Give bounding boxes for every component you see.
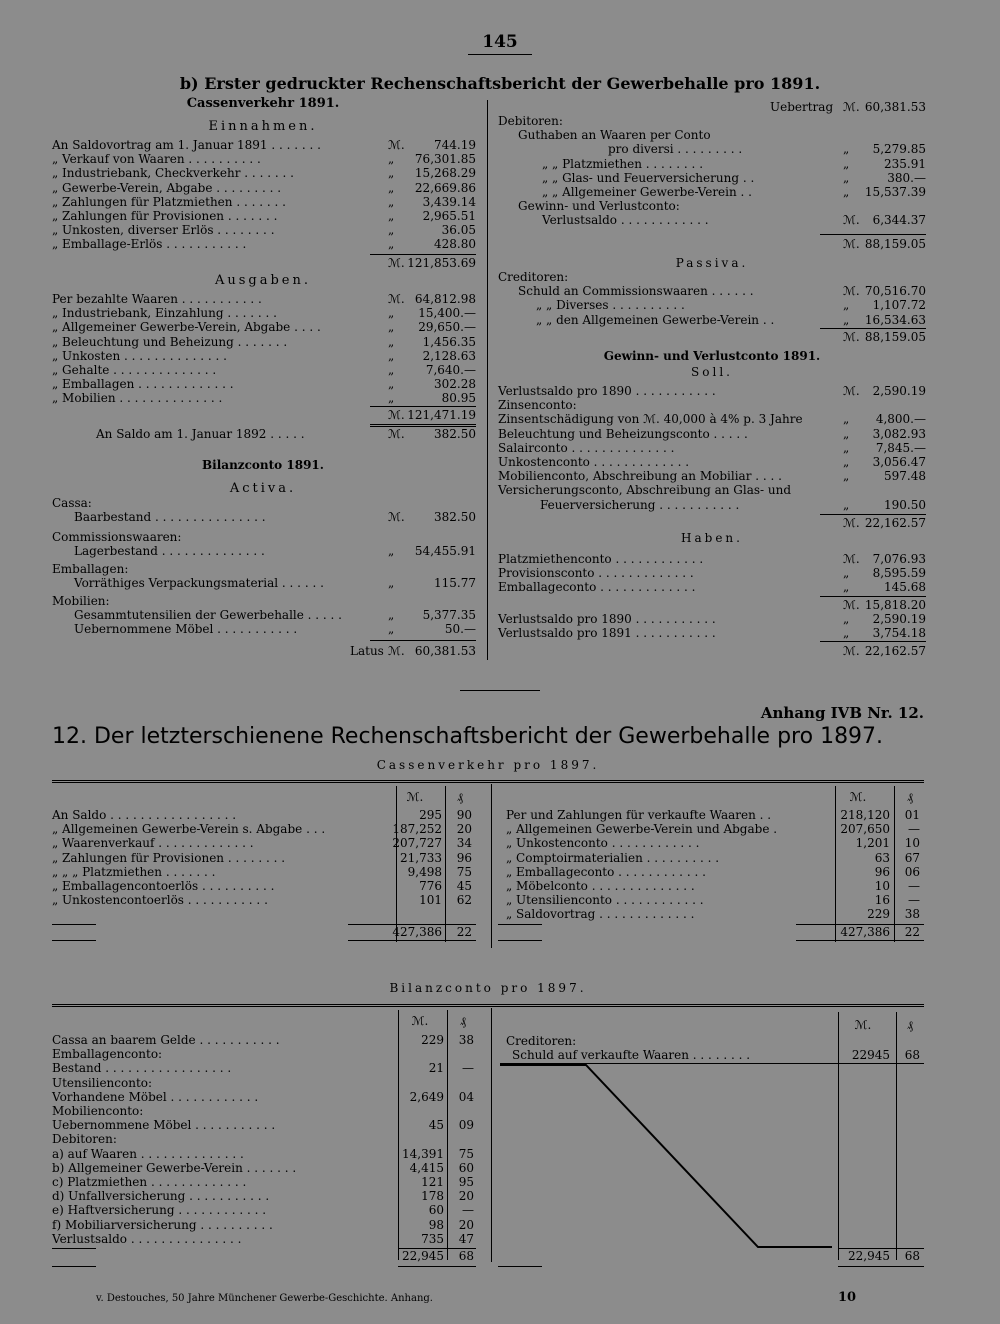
pf-amount: 75 <box>458 1146 474 1161</box>
pf-amount: 38 <box>458 1033 474 1047</box>
pf-amount: 38 <box>904 907 920 922</box>
total-amount: 68 <box>904 1249 920 1263</box>
entry-amount: 22,669.86 <box>414 180 476 195</box>
currency-mark: „ <box>388 306 395 321</box>
entry-amount: 15,400.— <box>418 306 476 321</box>
entry-label: „ Zahlungen für Platzmiethen . . . . . . . <box>52 194 286 209</box>
entry-label: „ Emballageconto . . . . . . . . . . . . <box>506 864 706 879</box>
mark-amount: 776 <box>419 879 442 893</box>
total-amount: 22,162.57 <box>864 644 926 658</box>
currency-mark: „ <box>388 152 395 167</box>
entry-amount: 60,381.53 <box>864 100 926 114</box>
pf-amount: 09 <box>458 1118 474 1133</box>
entry-amount: 380.— <box>887 170 926 185</box>
entry-label: Platzmiethenconto . . . . . . . . . . . . <box>498 552 704 566</box>
entry-label: „ Emballagen . . . . . . . . . . . . . <box>52 377 234 392</box>
currency-mark: „ <box>388 576 395 590</box>
entry-label: „ „ „ Platzmiethen . . . . . . . <box>52 864 216 879</box>
entry-amount: 36.05 <box>441 223 476 238</box>
currency-mark: „ <box>843 580 850 595</box>
mark-amount: 187,252 <box>392 822 442 837</box>
currency-mark: „ <box>388 194 395 209</box>
column-rule <box>896 1012 897 1260</box>
mark-amount: 101 <box>419 893 442 908</box>
currency-mark: ℳ. <box>843 552 860 566</box>
entry-label: Commissionswaaren: <box>52 530 182 544</box>
entry-label: a) auf Waaren . . . . . . . . . . . . . . <box>52 1146 244 1161</box>
entry-label: Verlustsaldo . . . . . . . . . . . . <box>542 213 709 228</box>
column-header: ₰ <box>907 1018 913 1032</box>
total-amount: 88,159.05 <box>864 330 926 344</box>
pf-amount: 60 <box>458 1160 474 1175</box>
entry-label: „ Industriebank, Checkverkehr . . . . . . . <box>52 166 294 181</box>
mark-amount: 735 <box>421 1231 444 1246</box>
entry-label: „ Allgemeinen Gewerbe-Verein und Abgabe . <box>506 822 778 837</box>
entry-label: Per und Zahlungen für verkaufte Waaren . . <box>506 808 772 822</box>
entry-label: Verlustsaldo pro 1890 . . . . . . . . . . . <box>498 612 716 626</box>
currency-mark: ℳ. <box>843 237 860 251</box>
currency-mark: „ <box>388 363 395 377</box>
entry-amount: 302.28 <box>434 377 476 392</box>
entry-amount: 15,537.39 <box>864 185 926 199</box>
page-number: 145 <box>482 32 518 52</box>
currency-mark: „ <box>843 298 850 313</box>
currency-mark: „ <box>388 622 395 636</box>
entry-label: „ Möbelconto . . . . . . . . . . . . . . <box>506 879 695 893</box>
currency-mark: „ <box>843 156 850 171</box>
currency-mark: „ <box>388 320 395 335</box>
column-header: ℳ. <box>849 790 867 804</box>
section-12-title: 12. Der letzterschienene Rechenschaftsbericht der Gewerbehalle pro 1897. <box>52 724 884 749</box>
mark-amount: 207,727 <box>392 836 442 851</box>
currency-mark: ℳ. <box>843 516 860 530</box>
mark-amount: 96 <box>874 864 890 879</box>
pf-amount: — <box>462 1203 474 1218</box>
double-rule <box>498 1266 542 1267</box>
mark-amount: 10 <box>874 879 890 893</box>
entry-amount: 5,279.85 <box>872 142 926 157</box>
mark-amount: 2,649 <box>409 1089 444 1104</box>
entry-label: „ Unkostenconto . . . . . . . . . . . . <box>506 836 700 851</box>
entry-label: Verlustsaldo . . . . . . . . . . . . . . . <box>52 1231 242 1246</box>
mark-amount: 63 <box>874 850 890 865</box>
entry-label: Bestand . . . . . . . . . . . . . . . . . <box>52 1061 232 1076</box>
currency-mark: ℳ. <box>843 384 860 398</box>
entry-label: Cassa: <box>52 496 92 510</box>
mark-amount: 14,391 <box>402 1146 444 1161</box>
currency-mark: „ <box>388 223 395 238</box>
entry-amount: 4,800.— <box>875 412 926 427</box>
entry-label: Debitoren: <box>498 114 563 128</box>
entry-label: „ Unkosten, diverser Erlös . . . . . . . . <box>52 223 275 238</box>
entry-amount: 50.— <box>444 622 476 636</box>
currency-mark: ℳ. <box>388 292 405 306</box>
entry-label: Creditoren: <box>498 270 569 284</box>
entry-amount: 76,301.85 <box>414 152 476 167</box>
total-amount: 121,853.69 <box>407 256 476 270</box>
column-rule <box>838 1012 839 1260</box>
column-header: ₰ <box>457 790 463 804</box>
entry-label: Schuld auf verkaufte Waaren . . . . . . . . <box>512 1048 751 1062</box>
cancellation-line <box>500 1065 832 1247</box>
entry-label: „ Beleuchtung und Beheizung . . . . . . . <box>52 334 288 349</box>
currency-mark: „ <box>843 455 850 469</box>
entry-label: f) Mobiliarversicherung . . . . . . . . . . <box>52 1217 273 1232</box>
pf-amount: 20 <box>458 1189 474 1204</box>
entry-label: Vorräthiges Verpackungsmaterial . . . . . . <box>74 576 324 590</box>
entry-amount: 3,082.93 <box>872 426 926 441</box>
mark-amount: 45 <box>428 1118 444 1133</box>
currency-mark: „ <box>388 608 395 622</box>
entry-amount: 16,534.63 <box>864 312 926 327</box>
pf-amount: 90 <box>456 808 472 822</box>
entry-label: Mobilienconto, Abschreibung an Mobiliar . . . . <box>498 469 782 484</box>
entry-label: An Saldo . . . . . . . . . . . . . . . . . <box>52 808 237 822</box>
entry-label: Gesammtutensilien der Gewerbehalle . . . . . <box>74 608 342 622</box>
pf-amount: 75 <box>456 864 472 879</box>
footer-number: 10 <box>838 1290 857 1305</box>
pf-amount: 01 <box>904 808 920 822</box>
entry-label: An Saldo am 1. Januar 1892 . . . . . <box>96 427 305 441</box>
pf-amount: 45 <box>456 879 472 893</box>
currency-mark: „ <box>843 469 850 484</box>
entry-amount: 382.50 <box>434 427 476 441</box>
entry-amount: 15,268.29 <box>414 166 476 181</box>
entry-amount: 3,754.18 <box>872 626 926 641</box>
entry-label: „ Industriebank, Einzahlung . . . . . . . <box>52 306 277 321</box>
entry-label: e) Haftversicherung . . . . . . . . . . . . <box>52 1203 267 1218</box>
total-amount: 427,386 <box>392 925 442 939</box>
entry-label: Mobilien: <box>52 594 110 608</box>
entry-amount: 29,650.— <box>418 320 476 335</box>
entry-label: Salairconto . . . . . . . . . . . . . . <box>498 440 675 455</box>
entry-amount: 5,377.35 <box>422 608 476 622</box>
total-amount: 60,381.53 <box>414 644 476 658</box>
currency-mark: ℳ. <box>388 644 405 658</box>
currency-mark: „ <box>843 440 850 455</box>
entry-amount: 382.50 <box>434 510 476 524</box>
currency-mark: „ <box>388 166 395 181</box>
total-amount: 22,945 <box>402 1249 444 1263</box>
entry-amount: 597.48 <box>884 469 926 484</box>
entry-label: b) Allgemeiner Gewerbe-Verein . . . . . . . <box>52 1160 297 1175</box>
mark-amount: 207,650 <box>840 822 890 837</box>
entry-amount: 64,812.98 <box>414 292 476 306</box>
entry-label: Gewinn- und Verlustconto: <box>518 199 680 214</box>
entry-amount: 2,965.51 <box>422 209 476 223</box>
section-heading: Bilanzconto pro 1897. <box>389 981 587 995</box>
currency-mark: ℳ. <box>388 427 405 441</box>
currency-mark: „ <box>388 209 395 223</box>
entry-label: „ Saldovortrag . . . . . . . . . . . . . <box>506 907 695 922</box>
mark-amount: 4,415 <box>409 1160 444 1175</box>
entry-label: d) Unfallversicherung . . . . . . . . . . . <box>52 1189 270 1204</box>
currency-mark: „ <box>388 348 395 363</box>
mark-amount: 121 <box>421 1175 444 1189</box>
entry-amount: 7,076.93 <box>872 552 926 566</box>
entry-label: „ Waarenverkauf . . . . . . . . . . . . . <box>52 836 254 851</box>
entry-label: „ „ Platzmiethen . . . . . . . . <box>542 156 704 171</box>
mark-amount: 98 <box>428 1217 444 1232</box>
entry-amount: 115.77 <box>434 576 476 590</box>
section-heading: Ausgaben. <box>214 273 312 288</box>
currency-mark: „ <box>843 626 850 641</box>
entry-amount: 7,845.— <box>875 440 926 455</box>
section-heading: Cassenverkehr pro 1897. <box>376 758 600 772</box>
total-amount: 15,818.20 <box>864 598 926 612</box>
entry-label: „ Zahlungen für Provisionen . . . . . . . . <box>52 850 286 865</box>
currency-mark: ℳ. <box>388 138 405 152</box>
entry-label: Verlustsaldo pro 1891 . . . . . . . . . . . <box>498 626 716 641</box>
entry-amount: 2,590.19 <box>872 612 926 626</box>
currency-mark: ℳ. <box>388 510 405 524</box>
pf-amount: 10 <box>904 836 920 851</box>
total-amount: 427,386 <box>840 925 890 939</box>
pf-amount: 06 <box>904 864 920 879</box>
entry-label: „ Unkosten . . . . . . . . . . . . . . <box>52 348 227 363</box>
currency-mark: „ <box>388 334 395 349</box>
currency-mark: „ <box>388 544 395 558</box>
mark-amount: 9,498 <box>407 864 442 879</box>
entry-label: „ Comptoirmaterialien . . . . . . . . . . <box>506 850 720 865</box>
column-header: ℳ. <box>411 1014 429 1028</box>
entry-amount: 145.68 <box>884 580 926 595</box>
entry-label: Vorhandene Möbel . . . . . . . . . . . . <box>52 1089 259 1104</box>
currency-mark: „ <box>843 142 850 157</box>
section-heading: Gewinn- und Verlustconto 1891. <box>603 349 821 363</box>
entry-label: Uebertrag <box>770 100 834 114</box>
entry-label: Zinsentschädigung von ℳ. 40,000 à 4% p. 3 Jahre <box>498 412 803 427</box>
section-heading: Activa. <box>229 481 297 496</box>
mark-amount: 60 <box>428 1203 444 1218</box>
currency-mark: ℳ. <box>843 330 860 344</box>
entry-label: Utensilienconto: <box>52 1075 153 1090</box>
entry-amount: 6,344.37 <box>872 213 926 228</box>
entry-label: „ „ Allgemeiner Gewerbe-Verein . . <box>542 185 752 199</box>
entry-label: Uebernommene Möbel . . . . . . . . . . . <box>74 622 298 636</box>
column-header: ℳ. <box>854 1018 872 1032</box>
currency-mark: „ <box>388 377 395 392</box>
footer-citation: v. Destouches, 50 Jahre Münchener Gewerbe-Geschichte. Anhang. <box>96 1293 433 1304</box>
double-rule <box>838 1266 924 1267</box>
entry-amount: 3,439.14 <box>422 194 476 209</box>
mark-amount: 16 <box>874 893 890 908</box>
entry-amount: 428.80 <box>434 237 476 252</box>
total-amount: 88,159.05 <box>864 237 926 251</box>
currency-mark: ℳ. <box>843 284 860 299</box>
pf-amount: 47 <box>458 1231 474 1246</box>
entry-amount: 235.91 <box>884 156 926 171</box>
currency-mark: ℳ. <box>843 213 860 228</box>
section-heading: Einnahmen. <box>208 119 318 134</box>
currency-mark: ℳ. <box>843 598 860 612</box>
currency-mark: „ <box>843 612 850 626</box>
entry-amount: 7,640.— <box>425 363 476 377</box>
entry-label: Latus <box>350 644 384 658</box>
mark-amount: 21 <box>428 1061 444 1076</box>
mark-amount: 229 <box>867 907 890 922</box>
currency-mark: „ <box>843 170 850 185</box>
entry-label: Cassa an baarem Gelde . . . . . . . . . . . <box>52 1033 280 1047</box>
entry-label: Guthaben an Waaren per Conto <box>518 128 711 143</box>
entry-label: Feuerversicherung . . . . . . . . . . . <box>540 497 740 512</box>
total-amount: 121,471.19 <box>407 408 476 422</box>
section-heading: Cassenverkehr 1891. <box>186 96 340 111</box>
entry-label: c) Platzmiethen . . . . . . . . . . . . . <box>52 1175 247 1189</box>
entry-label: Zinsenconto: <box>498 398 577 413</box>
entry-amount: 8,595.59 <box>872 566 926 581</box>
column-header: ₰ <box>907 790 913 804</box>
currency-mark: „ <box>388 391 395 406</box>
total-amount: 68 <box>458 1249 474 1263</box>
pf-amount: — <box>908 822 920 837</box>
entry-label: Versicherungsconto, Abschreibung an Glas- und <box>498 483 792 498</box>
pf-amount: — <box>908 893 920 908</box>
entry-label: „ Mobilien . . . . . . . . . . . . . . <box>52 391 223 406</box>
entry-label: Baarbestand . . . . . . . . . . . . . . . <box>74 510 266 524</box>
entry-amount: 80.95 <box>441 391 476 406</box>
entry-label: pro diversi . . . . . . . . . <box>608 142 743 157</box>
mark-amount: 218,120 <box>840 808 890 822</box>
entry-label: Emballageconto . . . . . . . . . . . . . <box>498 580 696 595</box>
total-amount: 22 <box>904 925 920 939</box>
entry-amount: 1,107.72 <box>872 298 926 313</box>
entry-amount: 2,128.63 <box>422 348 476 363</box>
entry-amount: 2,590.19 <box>872 384 926 398</box>
entry-label: Schuld an Commissionswaaren . . . . . . <box>518 284 754 299</box>
section-heading: Haben. <box>681 531 743 545</box>
mark-amount: 229 <box>421 1033 444 1047</box>
entry-label: „ Unkostencontoerlös . . . . . . . . . . . <box>52 893 268 908</box>
mark-amount: 178 <box>421 1189 444 1204</box>
currency-mark: „ <box>843 412 850 427</box>
entry-label: Uebernommene Möbel . . . . . . . . . . . <box>52 1118 276 1133</box>
column-header: ₰ <box>460 1014 466 1028</box>
pf-amount: 67 <box>904 850 920 865</box>
entry-label: „ Gehalte . . . . . . . . . . . . . . <box>52 363 217 377</box>
entry-label: Debitoren: <box>52 1132 117 1147</box>
entry-label: Beleuchtung und Beheizungsconto . . . . . <box>498 426 748 441</box>
pf-amount: 68 <box>904 1048 920 1062</box>
entry-label: An Saldovortrag am 1. Januar 1891 . . . . . . . <box>52 138 321 152</box>
entry-label: „ „ Diverses . . . . . . . . . . <box>536 298 685 313</box>
currency-mark: ℳ. <box>843 100 860 114</box>
entry-label: „ Utensilienconto . . . . . . . . . . . . <box>506 893 704 908</box>
pf-amount: 62 <box>456 893 472 908</box>
pf-amount: 20 <box>458 1217 474 1232</box>
section-heading: Bilanzconto 1891. <box>202 458 324 472</box>
entry-label: „ Zahlungen für Provisionen . . . . . . . <box>52 209 278 223</box>
currency-mark: „ <box>388 180 395 195</box>
entry-amount: 744.19 <box>434 138 476 152</box>
currency-mark: „ <box>843 426 850 441</box>
pf-amount: 20 <box>456 822 472 837</box>
mark-amount: 21,733 <box>400 850 442 865</box>
entry-label: „ Allgemeinen Gewerbe-Verein s. Abgabe . . . <box>52 822 326 837</box>
section-heading: Soll. <box>691 365 733 379</box>
entry-amount: 1,456.35 <box>422 334 476 349</box>
entry-amount: 190.50 <box>884 497 926 512</box>
entry-label: Emballagenconto: <box>52 1047 163 1062</box>
mark-amount: 1,201 <box>855 836 890 851</box>
column-header: ℳ. <box>406 790 424 804</box>
section-b-title: b) Erster gedruckter Rechenschaftsbericht der Gewerbehalle pro 1891. <box>179 74 821 93</box>
pf-amount: — <box>908 879 920 893</box>
currency-mark: ℳ. <box>843 644 860 658</box>
entry-label: Emballagen: <box>52 562 129 576</box>
currency-mark: „ <box>843 497 850 512</box>
currency-mark: ℳ. <box>388 408 405 422</box>
total-amount: 22,162.57 <box>864 516 926 530</box>
entry-label: Per bezahlte Waaren . . . . . . . . . . . <box>52 292 262 306</box>
total-amount: 22,945 <box>848 1249 890 1263</box>
entry-label: „ „ den Allgemeinen Gewerbe-Verein . . <box>536 312 775 327</box>
currency-mark: „ <box>843 185 850 199</box>
anhang-label: Anhang IVB Nr. 12. <box>760 704 924 722</box>
entry-amount: 70,516.70 <box>864 284 926 299</box>
entry-label: Verlustsaldo pro 1890 . . . . . . . . . . . <box>498 384 716 398</box>
entry-label: Creditoren: <box>506 1034 577 1048</box>
currency-mark: ℳ. <box>388 256 405 270</box>
entry-amount: 54,455.91 <box>414 544 476 558</box>
entry-label: Mobilienconto: <box>52 1104 144 1118</box>
entry-label: „ „ Glas- und Feuerversicherung . . <box>542 170 755 185</box>
entry-label: Provisionsconto . . . . . . . . . . . . . <box>498 566 694 581</box>
currency-mark: „ <box>388 237 395 252</box>
pf-amount: 04 <box>458 1089 474 1104</box>
pf-amount: 34 <box>456 836 472 851</box>
entry-label: „ Gewerbe-Verein, Abgabe . . . . . . . . . <box>52 180 282 195</box>
currency-mark: „ <box>843 566 850 581</box>
currency-mark: „ <box>843 312 850 327</box>
entry-label: „ Verkauf von Waaren . . . . . . . . . . <box>52 152 261 167</box>
mark-amount: 22945 <box>851 1048 890 1062</box>
entry-amount: 3,056.47 <box>872 455 926 469</box>
mark-amount: 295 <box>419 808 442 822</box>
entry-label: „ Allgemeiner Gewerbe-Verein, Abgabe . . . . <box>52 320 321 335</box>
total-amount: 22 <box>456 925 472 939</box>
entry-label: „ Emballage-Erlös . . . . . . . . . . . <box>52 237 247 252</box>
pf-amount: 95 <box>458 1175 474 1189</box>
section-heading: Passiva. <box>675 256 749 270</box>
entry-label: „ Emballagencontoerlös . . . . . . . . . . <box>52 879 275 893</box>
entry-label: Lagerbestand . . . . . . . . . . . . . . <box>74 544 265 558</box>
pf-amount: — <box>462 1061 474 1076</box>
pf-amount: 96 <box>456 850 472 865</box>
entry-label: Unkostenconto . . . . . . . . . . . . . <box>498 455 690 469</box>
